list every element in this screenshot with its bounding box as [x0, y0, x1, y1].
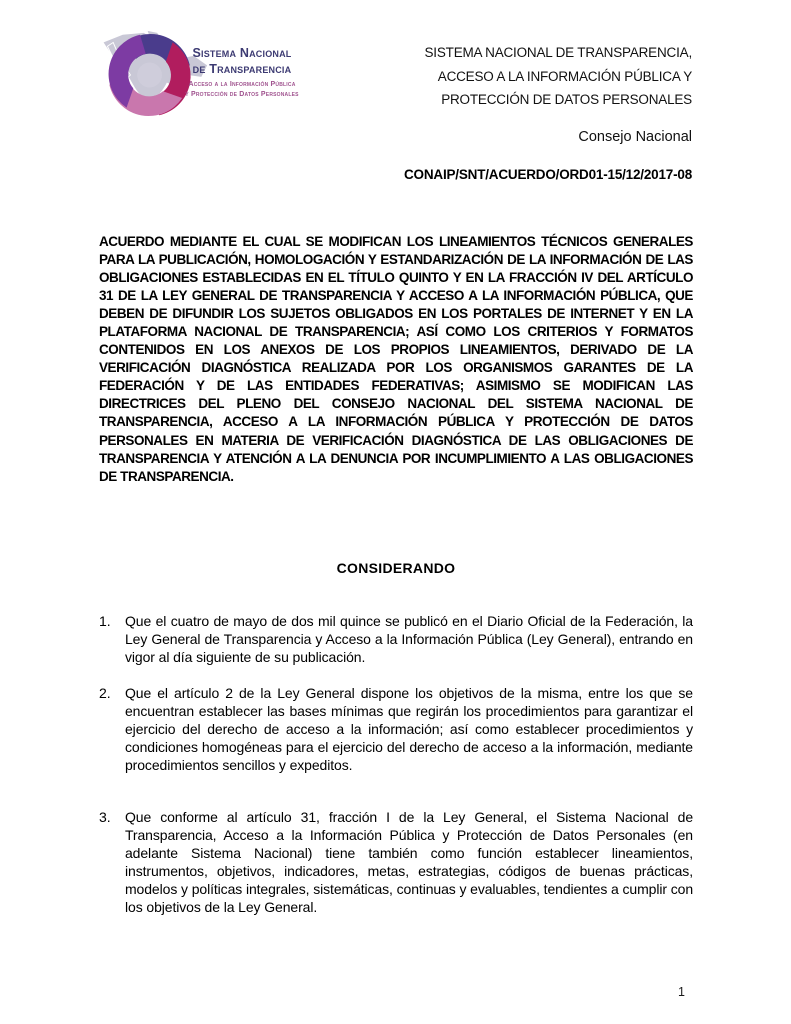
considerando-item: [99, 808, 693, 917]
document-code: CONAIP/SNT/ACUERDO/ORD01-15/12/2017-08: [404, 167, 692, 182]
pinwheel-hub: [137, 63, 162, 88]
item-text: Que conforme al artículo 31, fracción I de la Ley General, el Sistema Nacional de Transparencia, Acceso a la Información Pública y Protección de Datos Personales (en adelante Sistema Nacional) tiene también como función establecer lineamientos, instrumentos, objetivos, indicadores, metas, estrategias, códigos de buenas prácticas, modelos y políticas integrales, sistemáticas, continuas y evaluables, tendientes a cumplir con los objetivos de la Ley General.: [125, 809, 694, 916]
item-text: Que el cuatro de mayo de dos mil quince se publicó en el Diario Oficial de la Federación, la Ley General de Transparencia y Acceso a la Información Pública (Ley General), entrando en vigor al día siguiente de su publicación.: [125, 613, 693, 666]
logo-title-line1: Sistema Nacional: [192, 46, 292, 60]
logo-title-line2: de Transparencia: [192, 62, 292, 76]
logo-subtitle-line2: y Protección de Datos Personales: [185, 90, 299, 98]
considerando-item: [99, 612, 693, 666]
organization-header-line3: PROTECCIÓN DE DATOS PERSONALES: [441, 92, 692, 107]
organization-header-line1: SISTEMA NACIONAL DE TRANSPARENCIA,: [424, 45, 692, 60]
snt-logo-wordmark: [176, 45, 308, 99]
logo-subtitle-line1: Acceso a la Información Pública: [188, 81, 296, 88]
item-number: 3.: [99, 809, 111, 825]
organization-header-line2: ACCESO A LA INFORMACIÓN PÚBLICA Y: [437, 68, 692, 84]
item-number: 1.: [99, 613, 111, 629]
section-title-considerando: CONSIDERANDO: [336, 560, 456, 576]
page-number: 1: [678, 985, 685, 999]
considerando-item: [99, 684, 693, 774]
acuerdo-paragraph: ACUERDO MEDIANTE EL CUAL SE MODIFICAN LOS LINEAMIENTOS TÉCNICOS GENERALES PARA LA PUBLICACIÓN, HOMOLOGACIÓN Y ESTANDARIZACIÓN DE LA INFORMACIÓN DE LAS OBLIGACIONES ESTABLECIDAS EN EL TÍTULO QUINTO Y EN LA FRACCIÓN IV DEL ARTÍCULO 31 DE LA LEY GENERAL DE TRANSPARENCIA Y ACCESO A LA INFORMACIÓN PÚBLICA, QUE DEBEN DE DIFUNDIR LOS SUJETOS OBLIGADOS EN LOS PORTALES DE INTERNET Y EN LA PLATAFORMA NACIONAL DE TRANSPARENCIA; ASÍ COMO LOS CRITERIOS Y FORMATOS CONTENIDOS EN LOS ANEXOS DE LOS PROPIOS LINEAMIENTOS, DERIVADO DE LA VERIFICACIÓN DIAGNÓSTICA REALIZADA POR LOS ORGANISMOS GARANTES DE LA FEDERACIÓN Y DE LAS ENTIDADES FEDERATIVAS; ASIMISMO SE MODIFICAN LAS DIRECTRICES DEL PLENO DEL CONSEJO NACIONAL DEL SISTEMA NACIONAL DE TRANSPARENCIA, ACCESO A LA INFORMACIÓN PÚBLICA Y PROTECCIÓN DE DATOS PERSONALES EN MATERIA DE VERIFICACIÓN DIAGNÓSTICA DE LAS OBLIGACIONES DE TRANSPARENCIA Y ATENCIÓN A LA DENUNCIA POR INCUMPLIMIENTO A LAS OBLIGACIONES DE TRANSPARENCIA.: [99, 233, 693, 484]
organization-header: [424, 41, 692, 112]
item-text: Que el artículo 2 de la Ley General dispone los objetivos de la misma, entre los que se encuentran establecer las bases mínimas que regirán los procedimientos para garantizar el ejercicio del derecho de acceso a la información; así como establecer procedimientos y condiciones homogéneas para el ejercicio del derecho de acceso a la información, mediante procedimientos sencillos y expeditos.: [125, 685, 693, 774]
council-label: Consejo Nacional: [578, 129, 692, 145]
item-number: 2.: [99, 685, 111, 701]
